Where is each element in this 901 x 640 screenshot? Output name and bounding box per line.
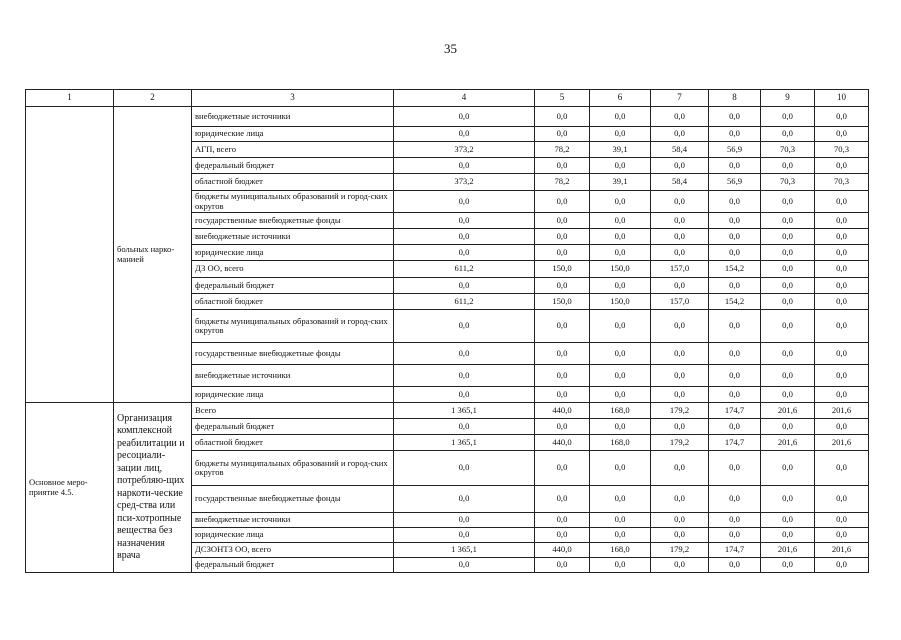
value-cell: 0,0 — [761, 558, 815, 573]
value-cell: 0,0 — [815, 229, 869, 245]
value-cell: 0,0 — [651, 486, 709, 513]
value-cell: 150,0 — [590, 294, 651, 310]
value-cell: 0,0 — [394, 278, 535, 294]
value-cell: 201,6 — [761, 543, 815, 558]
value-cell: 0,0 — [761, 387, 815, 403]
value-cell: 0,0 — [651, 451, 709, 486]
value-cell: 78,2 — [535, 142, 590, 158]
value-cell: 0,0 — [394, 310, 535, 343]
value-cell: 168,0 — [590, 435, 651, 451]
value-cell: 201,6 — [815, 403, 869, 419]
budget-table — [25, 89, 869, 573]
value-cell: 0,0 — [815, 294, 869, 310]
value-cell: 0,0 — [651, 229, 709, 245]
value-cell: 0,0 — [761, 486, 815, 513]
value-cell: 0,0 — [815, 419, 869, 435]
value-cell: 0,0 — [535, 191, 590, 213]
funding-source-cell: ДСЗОНТЗ ОО, всего — [192, 543, 394, 558]
value-cell: 0,0 — [709, 451, 761, 486]
value-cell: 70,3 — [815, 142, 869, 158]
value-cell: 0,0 — [709, 213, 761, 229]
value-cell: 157,0 — [651, 294, 709, 310]
value-cell: 0,0 — [651, 343, 709, 365]
value-cell: 0,0 — [590, 365, 651, 387]
value-cell: 0,0 — [535, 451, 590, 486]
value-cell: 0,0 — [815, 365, 869, 387]
value-cell: 0,0 — [535, 419, 590, 435]
value-cell: 0,0 — [651, 127, 709, 142]
value-cell: 0,0 — [394, 107, 535, 127]
value-cell: 0,0 — [535, 486, 590, 513]
value-cell: 168,0 — [590, 543, 651, 558]
value-cell: 0,0 — [535, 528, 590, 543]
funding-source-cell: юридические лица — [192, 127, 394, 142]
value-cell: 0,0 — [590, 158, 651, 174]
value-cell: 0,0 — [709, 191, 761, 213]
value-cell: 0,0 — [535, 343, 590, 365]
value-cell: 0,0 — [394, 451, 535, 486]
value-cell: 78,2 — [535, 174, 590, 191]
value-cell: 179,2 — [651, 403, 709, 419]
table-body — [26, 107, 869, 573]
value-cell: 0,0 — [815, 387, 869, 403]
activity-code-cell: Основное меро-приятие 4.5. — [26, 403, 114, 573]
funding-source-cell: федеральный бюджет — [192, 419, 394, 435]
value-cell: 0,0 — [815, 107, 869, 127]
value-cell: 0,0 — [394, 513, 535, 528]
value-cell: 0,0 — [709, 486, 761, 513]
value-cell: 0,0 — [590, 229, 651, 245]
value-cell: 440,0 — [535, 403, 590, 419]
funding-source-cell: государственные внебюджетные фонды — [192, 343, 394, 365]
value-cell: 157,0 — [651, 261, 709, 278]
funding-source-cell: юридические лица — [192, 245, 394, 261]
value-cell: 0,0 — [815, 127, 869, 142]
value-cell: 0,0 — [709, 419, 761, 435]
value-cell: 0,0 — [815, 558, 869, 573]
value-cell: 201,6 — [761, 435, 815, 451]
value-cell: 0,0 — [761, 127, 815, 142]
value-cell: 58,4 — [651, 174, 709, 191]
value-cell: 0,0 — [761, 191, 815, 213]
value-cell: 440,0 — [535, 435, 590, 451]
value-cell: 0,0 — [590, 310, 651, 343]
funding-source-cell: бюджеты муниципальных образований и город-ских округов — [192, 191, 394, 213]
value-cell: 150,0 — [590, 261, 651, 278]
value-cell: 58,4 — [651, 142, 709, 158]
value-cell: 0,0 — [761, 365, 815, 387]
value-cell: 0,0 — [651, 213, 709, 229]
value-cell: 0,0 — [709, 127, 761, 142]
funding-source-cell: внебюджетные источники — [192, 229, 394, 245]
activity-name-cell: Организация комплексной реабилитации и ресоциали-зации лиц, потребляю-щих наркоти-ческие сред-ства или пси-хотропные вещества без назначения врача — [114, 403, 192, 573]
value-cell: 0,0 — [535, 387, 590, 403]
value-cell: 0,0 — [761, 213, 815, 229]
value-cell: 0,0 — [590, 558, 651, 573]
funding-source-cell: бюджеты муниципальных образований и город-ских округов — [192, 310, 394, 343]
activity-code-cell — [26, 107, 114, 403]
value-cell: 0,0 — [590, 107, 651, 127]
value-cell: 0,0 — [761, 158, 815, 174]
header-cell: 6 — [590, 90, 651, 107]
value-cell: 0,0 — [651, 513, 709, 528]
value-cell: 0,0 — [761, 107, 815, 127]
value-cell: 168,0 — [590, 403, 651, 419]
header-cell: 4 — [394, 90, 535, 107]
header-cell: 10 — [815, 90, 869, 107]
value-cell: 0,0 — [590, 451, 651, 486]
value-cell: 0,0 — [651, 528, 709, 543]
funding-source-cell: Всего — [192, 403, 394, 419]
funding-source-cell: бюджеты муниципальных образований и город-ских округов — [192, 451, 394, 486]
value-cell: 0,0 — [394, 419, 535, 435]
table-row — [26, 107, 869, 127]
value-cell: 174,7 — [709, 543, 761, 558]
value-cell: 0,0 — [761, 513, 815, 528]
value-cell: 0,0 — [394, 365, 535, 387]
value-cell: 0,0 — [761, 261, 815, 278]
value-cell: 0,0 — [709, 343, 761, 365]
value-cell: 0,0 — [590, 486, 651, 513]
value-cell: 0,0 — [815, 451, 869, 486]
value-cell: 0,0 — [651, 310, 709, 343]
funding-source-cell: внебюджетные источники — [192, 107, 394, 127]
value-cell: 0,0 — [815, 343, 869, 365]
value-cell: 0,0 — [761, 419, 815, 435]
value-cell: 0,0 — [590, 343, 651, 365]
header-cell: 7 — [651, 90, 709, 107]
funding-source-cell: юридические лица — [192, 528, 394, 543]
activity-name-cell: больных нарко- манией — [114, 107, 192, 403]
value-cell: 0,0 — [761, 294, 815, 310]
value-cell: 179,2 — [651, 543, 709, 558]
value-cell: 1 365,1 — [394, 435, 535, 451]
value-cell: 174,7 — [709, 435, 761, 451]
page-number: 35 — [444, 41, 457, 56]
value-cell: 70,3 — [761, 174, 815, 191]
value-cell: 0,0 — [815, 528, 869, 543]
funding-source-cell: юридические лица — [192, 387, 394, 403]
value-cell: 0,0 — [761, 528, 815, 543]
value-cell: 0,0 — [709, 387, 761, 403]
header-cell: 2 — [114, 90, 192, 107]
funding-source-cell: АГП, всего — [192, 142, 394, 158]
value-cell: 150,0 — [535, 261, 590, 278]
value-cell: 0,0 — [590, 528, 651, 543]
value-cell: 0,0 — [590, 387, 651, 403]
value-cell: 70,3 — [815, 174, 869, 191]
value-cell: 0,0 — [709, 229, 761, 245]
value-cell: 0,0 — [651, 245, 709, 261]
value-cell: 0,0 — [651, 558, 709, 573]
value-cell: 0,0 — [815, 261, 869, 278]
value-cell: 0,0 — [761, 245, 815, 261]
value-cell: 0,0 — [815, 158, 869, 174]
value-cell: 0,0 — [651, 419, 709, 435]
value-cell: 0,0 — [535, 558, 590, 573]
value-cell: 373,2 — [394, 142, 535, 158]
value-cell: 0,0 — [761, 343, 815, 365]
value-cell: 0,0 — [535, 245, 590, 261]
value-cell: 0,0 — [394, 528, 535, 543]
value-cell: 0,0 — [709, 365, 761, 387]
value-cell: 56,9 — [709, 174, 761, 191]
value-cell: 201,6 — [815, 435, 869, 451]
value-cell: 0,0 — [709, 107, 761, 127]
value-cell: 611,2 — [394, 261, 535, 278]
value-cell: 0,0 — [535, 365, 590, 387]
value-cell: 0,0 — [394, 343, 535, 365]
value-cell: 0,0 — [709, 310, 761, 343]
funding-source-cell: ДЗ ОО, всего — [192, 261, 394, 278]
value-cell: 0,0 — [815, 513, 869, 528]
value-cell: 0,0 — [815, 191, 869, 213]
value-cell: 0,0 — [815, 310, 869, 343]
value-cell: 0,0 — [761, 229, 815, 245]
value-cell: 0,0 — [709, 558, 761, 573]
value-cell: 0,0 — [709, 245, 761, 261]
value-cell: 0,0 — [815, 245, 869, 261]
value-cell: 0,0 — [394, 486, 535, 513]
value-cell: 0,0 — [394, 213, 535, 229]
header-cell: 9 — [761, 90, 815, 107]
value-cell: 0,0 — [394, 191, 535, 213]
value-cell: 0,0 — [535, 229, 590, 245]
value-cell: 0,0 — [535, 127, 590, 142]
value-cell: 0,0 — [651, 365, 709, 387]
value-cell: 1 365,1 — [394, 543, 535, 558]
value-cell: 0,0 — [394, 229, 535, 245]
value-cell: 39,1 — [590, 142, 651, 158]
value-cell: 611,2 — [394, 294, 535, 310]
funding-source-cell: внебюджетные источники — [192, 365, 394, 387]
value-cell: 0,0 — [590, 513, 651, 528]
value-cell: 201,6 — [815, 543, 869, 558]
value-cell: 0,0 — [535, 513, 590, 528]
funding-source-cell: государственные внебюджетные фонды — [192, 213, 394, 229]
header-row — [26, 90, 869, 107]
value-cell: 0,0 — [535, 310, 590, 343]
value-cell: 0,0 — [709, 528, 761, 543]
funding-source-cell: федеральный бюджет — [192, 158, 394, 174]
value-cell: 0,0 — [535, 158, 590, 174]
funding-source-cell: федеральный бюджет — [192, 558, 394, 573]
value-cell: 150,0 — [535, 294, 590, 310]
header-cell: 3 — [192, 90, 394, 107]
table-row — [26, 403, 869, 419]
value-cell: 0,0 — [761, 451, 815, 486]
funding-source-cell: государственные внебюджетные фонды — [192, 486, 394, 513]
value-cell: 0,0 — [761, 310, 815, 343]
value-cell: 56,9 — [709, 142, 761, 158]
value-cell: 0,0 — [535, 213, 590, 229]
header-cell: 1 — [26, 90, 114, 107]
header-cell: 5 — [535, 90, 590, 107]
value-cell: 39,1 — [590, 174, 651, 191]
value-cell: 373,2 — [394, 174, 535, 191]
value-cell: 0,0 — [709, 278, 761, 294]
value-cell: 0,0 — [651, 158, 709, 174]
value-cell: 0,0 — [651, 278, 709, 294]
funding-source-cell: федеральный бюджет — [192, 278, 394, 294]
funding-source-cell: областной бюджет — [192, 174, 394, 191]
value-cell: 179,2 — [651, 435, 709, 451]
value-cell: 0,0 — [590, 278, 651, 294]
value-cell: 0,0 — [590, 213, 651, 229]
value-cell: 201,6 — [761, 403, 815, 419]
value-cell: 440,0 — [535, 543, 590, 558]
value-cell: 0,0 — [394, 387, 535, 403]
value-cell: 0,0 — [590, 419, 651, 435]
value-cell: 0,0 — [590, 127, 651, 142]
value-cell: 0,0 — [815, 213, 869, 229]
value-cell: 0,0 — [394, 158, 535, 174]
value-cell: 1 365,1 — [394, 403, 535, 419]
value-cell: 154,2 — [709, 261, 761, 278]
value-cell: 0,0 — [651, 107, 709, 127]
value-cell: 0,0 — [394, 558, 535, 573]
value-cell: 70,3 — [761, 142, 815, 158]
value-cell: 0,0 — [709, 158, 761, 174]
value-cell: 0,0 — [761, 278, 815, 294]
value-cell: 0,0 — [394, 127, 535, 142]
funding-source-cell: внебюджетные источники — [192, 513, 394, 528]
value-cell: 0,0 — [651, 387, 709, 403]
value-cell: 0,0 — [394, 245, 535, 261]
value-cell: 0,0 — [590, 191, 651, 213]
value-cell: 174,7 — [709, 403, 761, 419]
value-cell: 0,0 — [815, 486, 869, 513]
value-cell: 0,0 — [815, 278, 869, 294]
header-cell: 8 — [709, 90, 761, 107]
value-cell: 0,0 — [590, 245, 651, 261]
value-cell: 154,2 — [709, 294, 761, 310]
value-cell: 0,0 — [535, 278, 590, 294]
value-cell: 0,0 — [535, 107, 590, 127]
funding-source-cell: областной бюджет — [192, 294, 394, 310]
funding-source-cell: областной бюджет — [192, 435, 394, 451]
value-cell: 0,0 — [651, 191, 709, 213]
value-cell: 0,0 — [709, 513, 761, 528]
